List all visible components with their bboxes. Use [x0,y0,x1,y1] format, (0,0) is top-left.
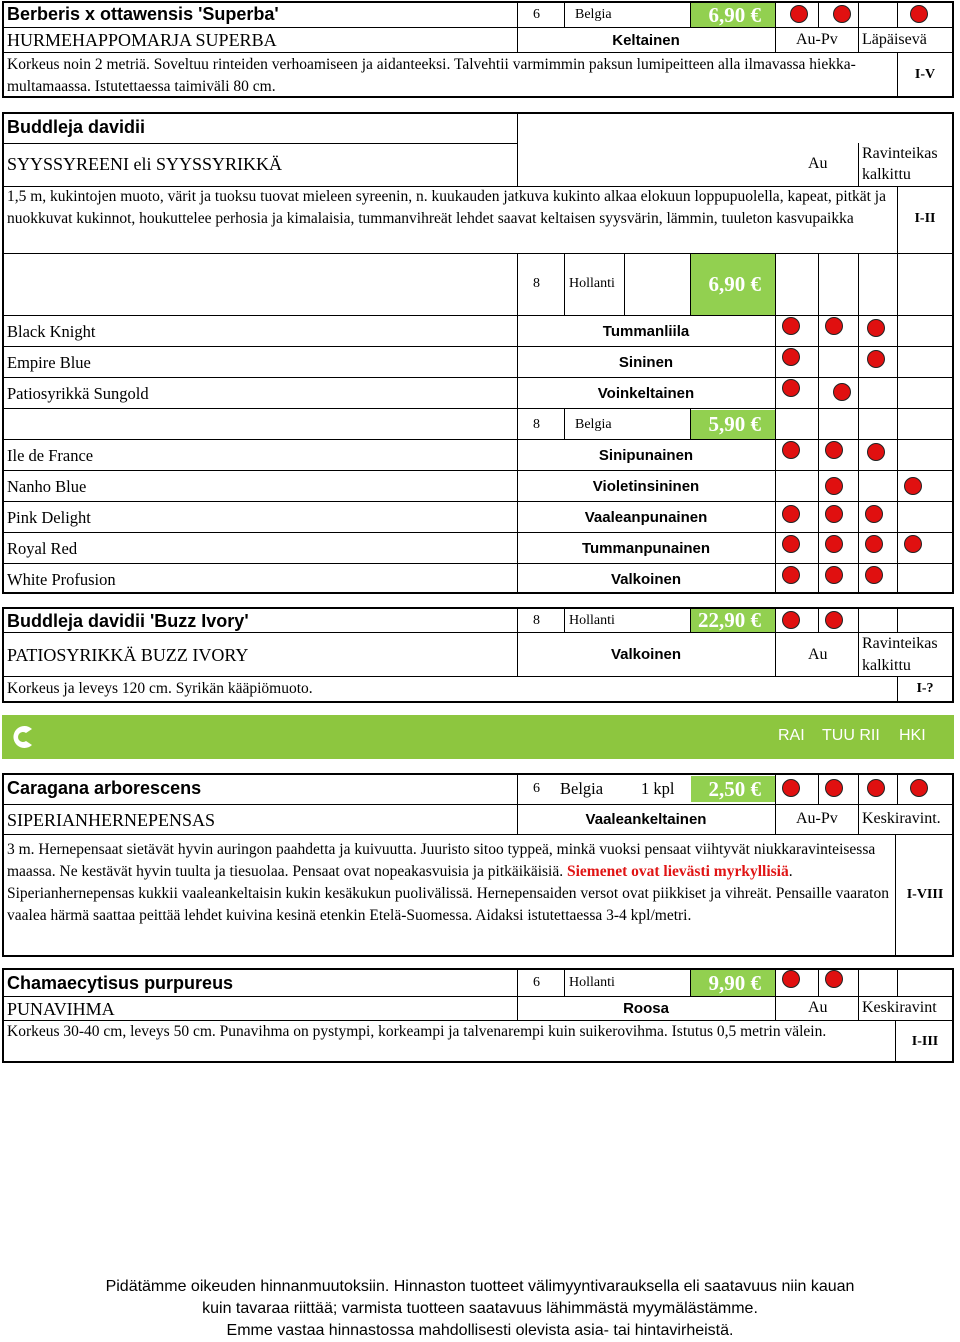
sun-dot-icon [867,350,885,368]
sun-dot-icon [904,477,922,495]
common-name: PATIOSYRIKKÄ BUZZ IVORY [7,645,249,665]
sun-dot-icon [910,5,928,23]
description: 1,5 m, kukintojen muoto, värit ja tuoksu tuovat mieleen syreenin, n. kuukauden jatkuva kukinto alkaa elokuun loppupuolella, kapeat, pitkät ja nuokkuvat kukinnot, houkuttelee perhosia ja kimalaisia, tummanvihreät lehdet saavat keltaisen syysvärin, lämmin, tuuleton kasvupaikka [7,188,886,227]
price: 2,50 € [691,776,775,802]
sun-dot-icon [910,779,928,797]
description-part-1: 3 m. Hernepensaat sietävät hyvin auringon paahdetta ja kuivuutta. Juuristo sitoo typpeä, minkä vuoksi pensaat viihtyvät niukkaravinteisessa maassa. Ne kestävät hyvin tuulta ja tiesuolaa. Pensaat ovat nopeakasvuisia ja pitkäikäisiä. [7,841,876,880]
sun-dot-icon [825,566,843,584]
variety-name: Patiosyrikkä Sungold [7,384,149,403]
description-part-2: . Siperianhernepensas kukkii vaaleankeltaisin kukin kesäkukun puolivälissä. Hernepensaiden versot ovat piikkiset ja vihreät. Pensaille vaaraton vaalea härmä saattaa peittää lehdet kuivina kesinä etenkin Etelä-Suomessa. Aidaksi istutettaessa 3-4 kpl/metri. [7,863,889,924]
section-banner-c [2,715,954,759]
sun-dot-icon [825,535,843,553]
price: 6,90 € [691,3,775,27]
footer-line-3: Emme vastaa hinnastossa mahdollisesti olevista asia- tai hintavirheistä. [226,1322,734,1339]
soil: Läpäisevä [862,31,927,48]
sun-dot-icon [782,611,800,629]
sun-exposure: Au-Pv [796,31,838,48]
pot-size: 8 [533,276,540,291]
sun-dot-icon [833,5,851,23]
sun-exposure: Au [808,155,828,172]
description: Korkeus 30-40 cm, leveys 50 cm. Punavihma on pystympi, korkeampi ja talvenarempi kuin suikerovihma. Istutus 0,5 metrin välein. [7,1023,827,1040]
toxicity-warning: Siemenet ovat lievästi myrkyllisiä [567,863,789,880]
variety-color: Violetinsininen [592,478,700,495]
origin: Belgia [575,7,612,22]
flower-color: Roosa [623,1000,669,1017]
latin-name: Buddleja davidii [7,117,146,137]
origin: Hollanti [569,613,615,628]
variety-color: Vaaleanpunainen [584,509,708,526]
hardiness-zone: I-? [916,681,934,696]
origin: Belgia [575,417,612,432]
price: 9,90 € [691,970,775,996]
hardiness-zone: I-V [914,67,936,82]
variety-name: Pink Delight [7,508,91,527]
description: Korkeus ja leveys 120 cm. Syrikän kääpiömuoto. [7,680,313,697]
sun-dot-icon [825,477,843,495]
banner-label-rai: RAI [778,727,805,744]
sun-dot-icon [865,505,883,523]
hardiness-zone: I-III [911,1034,939,1049]
variety-color: Tummanpunainen [581,540,711,557]
sun-dot-icon [825,441,843,459]
footer-line-2: kuin tavaraa riittää; varmista tuotteen saatavuus lähimmästä myymälästämme. [202,1300,758,1317]
pot-size: 8 [533,613,540,628]
hardiness-zone: I-II [914,211,936,226]
sun-exposure: Au-Pv [796,810,838,827]
soil-line-2: kalkittu [862,657,911,674]
variety-name: Black Knight [7,322,96,341]
sun-dot-icon [867,779,885,797]
sun-exposure: Au [808,646,828,663]
variety-color: Tummanliila [602,323,690,340]
sun-dot-icon [825,779,843,797]
variety-name: Nanho Blue [7,477,87,496]
quantity: 1 kpl [641,779,675,798]
soil-line-2: kalkittu [862,166,911,183]
flower-color: Vaaleankeltainen [585,811,707,828]
common-name: SIPERIANHERNEPENSAS [7,810,216,830]
latin-name: Buddleja davidii 'Buzz Ivory' [7,611,249,631]
soil-line-1: Ravinteikas [862,635,938,652]
price: 6,90 € [691,254,775,315]
pot-size: 6 [533,7,540,22]
pot-size: 8 [533,417,540,432]
sun-dot-icon [782,348,800,366]
sun-dot-icon [782,970,800,988]
variety-name: Ile de France [7,446,94,465]
price: 5,90 € [691,410,775,439]
footer-line-1: Pidätämme oikeuden hinnanmuutoksiin. Hinnaston tuotteet välimyyntivarauksella eli saatavuus niin kauan [105,1278,855,1295]
variety-name: Royal Red [7,539,78,558]
variety-color: Voinkeltainen [597,385,695,402]
sun-dot-icon [833,383,851,401]
banner-label-tuu-rii: TUU RII [822,727,880,744]
sun-dot-icon [782,535,800,553]
description [7,839,892,927]
soil: Keskiravint. [862,810,941,827]
sun-dot-icon [825,505,843,523]
letter-c-icon [10,724,36,750]
latin-name: Chamaecytisus purpureus [7,973,234,993]
sun-dot-icon [825,970,843,988]
pot-size: 6 [533,975,540,990]
sun-dot-icon [865,566,883,584]
variety-color: Valkoinen [610,571,682,588]
sun-dot-icon [865,535,883,553]
sun-dot-icon [825,317,843,335]
sun-dot-icon [825,611,843,629]
common-name: PUNAVIHMA [7,999,115,1019]
sun-dot-icon [782,317,800,335]
variety-color: Sininen [618,354,674,371]
sun-dot-icon [782,566,800,584]
origin: Hollanti [569,975,615,990]
sun-dot-icon [790,5,808,23]
common-name: HURMEHAPPOMARJA SUPERBA [7,30,277,50]
sun-dot-icon [904,535,922,553]
pot-size: 6 [533,781,540,796]
sun-dot-icon [782,505,800,523]
latin-name: Caragana arborescens [7,778,202,798]
sun-dot-icon [867,319,885,337]
description: Korkeus noin 2 metriä. Soveltuu rinteiden verhoamiseen ja aidanteeksi. Talvehtii varmimmin paksun lumipeitteen alla ilmavassa hiekka-multamaassa. Istutettaessa taimiväli 80 cm. [7,56,856,95]
sun-dot-icon [867,443,885,461]
common-name: SYYSSYREENI eli SYYSSYRIKKÄ [7,154,283,174]
flower-color: Keltainen [612,32,680,49]
hardiness-zone: I-VIII [906,887,944,902]
sun-exposure: Au [808,999,828,1016]
banner-label-hki: HKI [899,727,926,744]
flower-color: Valkoinen [610,646,682,663]
variety-name: Empire Blue [7,353,91,372]
latin-name: Berberis x ottawensis 'Superba' [7,4,279,24]
origin: Belgia [560,779,604,798]
origin: Hollanti [569,276,615,291]
price: 22,90 € [691,609,775,632]
soil: Keskiravint [862,999,937,1016]
sun-dot-icon [782,379,800,397]
variety-color: Sinipunainen [598,447,694,464]
variety-name: White Profusion [7,570,116,589]
soil-line-1: Ravinteikas [862,145,938,162]
sun-dot-icon [782,779,800,797]
sun-dot-icon [782,441,800,459]
